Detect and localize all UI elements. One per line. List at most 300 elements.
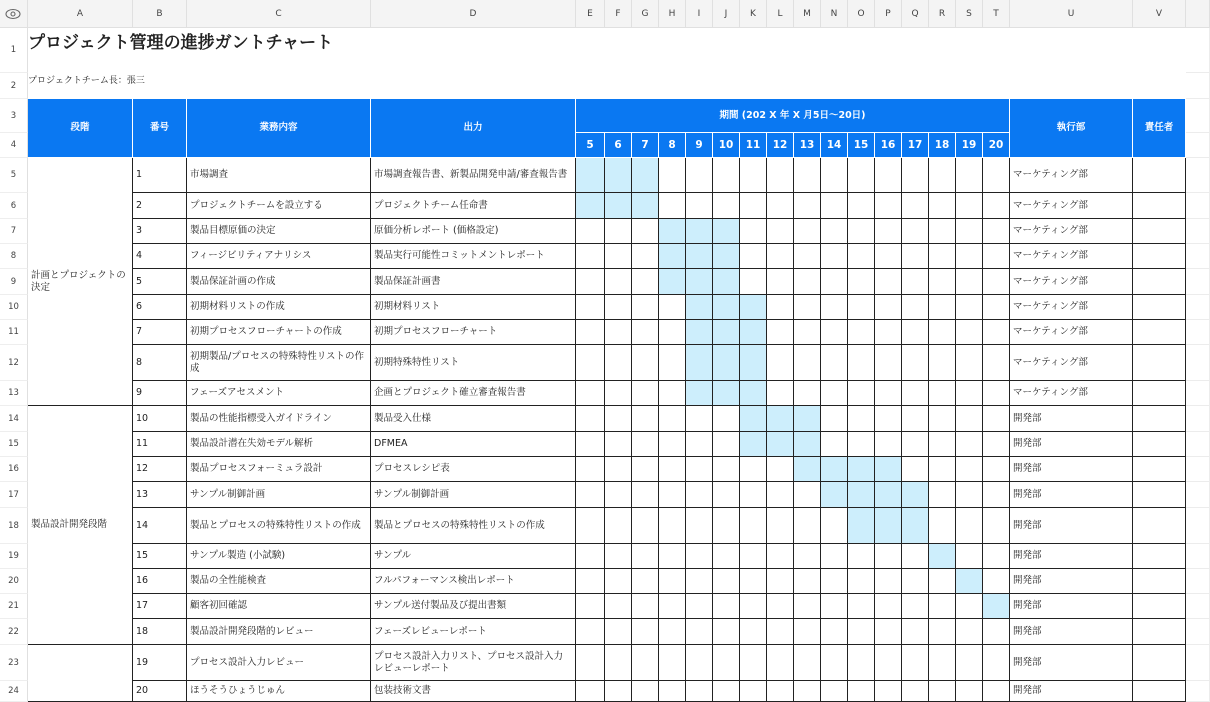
gantt-cell[interactable] — [875, 193, 902, 219]
row-header[interactable]: 1 — [0, 28, 28, 73]
gantt-cell[interactable] — [632, 219, 659, 244]
task-name-cell[interactable]: サンプル製造 (小試験) — [187, 544, 371, 569]
gantt-cell[interactable] — [929, 219, 956, 244]
gantt-cell[interactable] — [848, 569, 875, 594]
header-dept[interactable]: 執行部 — [1010, 99, 1133, 158]
gantt-cell[interactable] — [713, 594, 740, 619]
gantt-cell[interactable] — [902, 295, 929, 320]
gantt-bar-cell[interactable] — [740, 345, 767, 381]
gantt-cell[interactable] — [821, 681, 848, 702]
gantt-cell[interactable] — [875, 406, 902, 432]
gantt-cell[interactable] — [929, 345, 956, 381]
gantt-cell[interactable] — [956, 244, 983, 269]
gantt-cell[interactable] — [983, 381, 1010, 406]
gantt-cell[interactable] — [848, 193, 875, 219]
task-owner-cell[interactable] — [1133, 269, 1186, 295]
gantt-cell[interactable] — [686, 508, 713, 544]
gantt-cell[interactable] — [576, 681, 605, 702]
gantt-cell[interactable] — [956, 457, 983, 482]
gantt-bar-cell[interactable] — [713, 219, 740, 244]
gantt-cell[interactable] — [848, 594, 875, 619]
gantt-bar-cell[interactable] — [740, 432, 767, 457]
task-output-cell[interactable]: 初期プロセスフローチャート — [371, 320, 576, 345]
task-number-cell[interactable]: 6 — [133, 295, 187, 320]
gantt-cell[interactable] — [605, 508, 632, 544]
gantt-cell[interactable] — [956, 482, 983, 508]
gantt-cell[interactable] — [956, 345, 983, 381]
gantt-cell[interactable] — [659, 193, 686, 219]
gantt-cell[interactable] — [983, 681, 1010, 702]
gantt-bar-cell[interactable] — [848, 508, 875, 544]
gantt-cell[interactable] — [821, 569, 848, 594]
gantt-cell[interactable] — [794, 345, 821, 381]
row-header[interactable]: 3 — [0, 99, 28, 133]
gantt-cell[interactable] — [740, 645, 767, 681]
gantt-cell[interactable] — [659, 345, 686, 381]
gantt-bar-cell[interactable] — [956, 569, 983, 594]
gantt-cell[interactable] — [848, 158, 875, 193]
task-number-cell[interactable]: 19 — [133, 645, 187, 681]
gantt-cell[interactable] — [929, 645, 956, 681]
gantt-cell[interactable] — [576, 569, 605, 594]
gantt-cell[interactable] — [632, 508, 659, 544]
gantt-cell[interactable] — [659, 544, 686, 569]
gantt-cell[interactable] — [659, 508, 686, 544]
gantt-cell[interactable] — [632, 569, 659, 594]
empty-cell[interactable] — [1186, 269, 1210, 295]
gantt-cell[interactable] — [740, 544, 767, 569]
gantt-cell[interactable] — [929, 432, 956, 457]
gantt-cell[interactable] — [875, 295, 902, 320]
task-output-cell[interactable]: DFMEA — [371, 432, 576, 457]
gantt-cell[interactable] — [740, 219, 767, 244]
header-day[interactable]: 13 — [794, 133, 821, 158]
gantt-cell[interactable] — [848, 619, 875, 645]
row-header[interactable]: 16 — [0, 457, 28, 482]
row-header[interactable]: 10 — [0, 295, 28, 320]
gantt-cell[interactable] — [576, 544, 605, 569]
gantt-bar-cell[interactable] — [686, 320, 713, 345]
gantt-cell[interactable] — [821, 432, 848, 457]
gantt-cell[interactable] — [605, 619, 632, 645]
task-name-cell[interactable]: 初期材料リストの作成 — [187, 295, 371, 320]
gantt-cell[interactable] — [576, 406, 605, 432]
empty-cell[interactable] — [1186, 544, 1210, 569]
column-header[interactable]: A — [28, 0, 133, 28]
task-name-cell[interactable]: フィージビリティアナリシス — [187, 244, 371, 269]
gantt-cell[interactable] — [929, 569, 956, 594]
task-output-cell[interactable]: サンプル — [371, 544, 576, 569]
gantt-cell[interactable] — [576, 594, 605, 619]
empty-cell[interactable] — [1186, 432, 1210, 457]
header-day[interactable]: 16 — [875, 133, 902, 158]
gantt-cell[interactable] — [605, 269, 632, 295]
gantt-cell[interactable] — [659, 619, 686, 645]
row-header[interactable]: 15 — [0, 432, 28, 457]
gantt-cell[interactable] — [956, 158, 983, 193]
gantt-cell[interactable] — [848, 244, 875, 269]
column-header[interactable]: I — [686, 0, 713, 28]
gantt-cell[interactable] — [767, 482, 794, 508]
gantt-cell[interactable] — [794, 381, 821, 406]
header-day[interactable]: 18 — [929, 133, 956, 158]
gantt-cell[interactable] — [740, 619, 767, 645]
empty-cell[interactable] — [1186, 28, 1210, 73]
gantt-cell[interactable] — [821, 544, 848, 569]
gantt-cell[interactable] — [821, 645, 848, 681]
task-number-cell[interactable]: 4 — [133, 244, 187, 269]
task-number-cell[interactable]: 18 — [133, 619, 187, 645]
gantt-cell[interactable] — [794, 193, 821, 219]
gantt-cell[interactable] — [956, 295, 983, 320]
gantt-cell[interactable] — [713, 681, 740, 702]
gantt-bar-cell[interactable] — [713, 320, 740, 345]
task-output-cell[interactable]: 製品実行可能性コミットメントレポート — [371, 244, 576, 269]
gantt-cell[interactable] — [929, 244, 956, 269]
column-header[interactable]: J — [713, 0, 740, 28]
gantt-cell[interactable] — [576, 269, 605, 295]
task-owner-cell[interactable] — [1133, 158, 1186, 193]
empty-cell[interactable] — [1186, 645, 1210, 681]
gantt-bar-cell[interactable] — [686, 219, 713, 244]
gantt-cell[interactable] — [576, 645, 605, 681]
gantt-bar-cell[interactable] — [794, 432, 821, 457]
task-number-cell[interactable]: 12 — [133, 457, 187, 482]
gantt-cell[interactable] — [713, 158, 740, 193]
task-name-cell[interactable]: プロジェクトチームを設立する — [187, 193, 371, 219]
column-header[interactable]: P — [875, 0, 902, 28]
gantt-cell[interactable] — [983, 645, 1010, 681]
gantt-bar-cell[interactable] — [713, 244, 740, 269]
task-name-cell[interactable]: 市場調査 — [187, 158, 371, 193]
task-number-cell[interactable]: 15 — [133, 544, 187, 569]
task-number-cell[interactable]: 9 — [133, 381, 187, 406]
gantt-cell[interactable] — [956, 508, 983, 544]
task-output-cell[interactable]: プロセス設計入力リスト、プロセス設計入力レビューレポート — [371, 645, 576, 681]
gantt-cell[interactable] — [576, 432, 605, 457]
task-name-cell[interactable]: サンプル制御計画 — [187, 482, 371, 508]
gantt-bar-cell[interactable] — [686, 244, 713, 269]
gantt-cell[interactable] — [902, 193, 929, 219]
task-owner-cell[interactable] — [1133, 244, 1186, 269]
gantt-cell[interactable] — [956, 432, 983, 457]
empty-cell[interactable] — [1186, 406, 1210, 432]
row-header[interactable]: 9 — [0, 269, 28, 295]
task-output-cell[interactable]: サンプル送付製品及び提出書類 — [371, 594, 576, 619]
gantt-bar-cell[interactable] — [821, 482, 848, 508]
gantt-cell[interactable] — [713, 457, 740, 482]
task-name-cell[interactable]: 製品設計潜在失効モデル解析 — [187, 432, 371, 457]
gantt-bar-cell[interactable] — [902, 482, 929, 508]
gantt-cell[interactable] — [848, 406, 875, 432]
header-day[interactable]: 12 — [767, 133, 794, 158]
gantt-cell[interactable] — [686, 544, 713, 569]
gantt-cell[interactable] — [983, 482, 1010, 508]
gantt-cell[interactable] — [983, 193, 1010, 219]
gantt-bar-cell[interactable] — [875, 457, 902, 482]
gantt-cell[interactable] — [740, 457, 767, 482]
gantt-cell[interactable] — [632, 381, 659, 406]
row-header[interactable]: 20 — [0, 569, 28, 594]
gantt-bar-cell[interactable] — [686, 269, 713, 295]
gantt-cell[interactable] — [767, 619, 794, 645]
task-owner-cell[interactable] — [1133, 508, 1186, 544]
task-number-cell[interactable]: 5 — [133, 269, 187, 295]
task-owner-cell[interactable] — [1133, 381, 1186, 406]
task-output-cell[interactable]: 市場調査報告書、新製品開発申請/審査報告書 — [371, 158, 576, 193]
gantt-cell[interactable] — [902, 645, 929, 681]
task-name-cell[interactable]: 製品とプロセスの特殊特性リストの作成 — [187, 508, 371, 544]
task-output-cell[interactable]: フェーズレビューレポート — [371, 619, 576, 645]
gantt-bar-cell[interactable] — [632, 193, 659, 219]
gantt-cell[interactable] — [659, 681, 686, 702]
gantt-cell[interactable] — [929, 320, 956, 345]
column-header[interactable]: U — [1010, 0, 1133, 28]
task-dept-cell[interactable]: 開発部 — [1010, 457, 1133, 482]
gantt-cell[interactable] — [794, 544, 821, 569]
gantt-cell[interactable] — [821, 320, 848, 345]
gantt-bar-cell[interactable] — [767, 406, 794, 432]
gantt-cell[interactable] — [767, 269, 794, 295]
column-header[interactable]: D — [371, 0, 576, 28]
header-day[interactable]: 17 — [902, 133, 929, 158]
gantt-cell[interactable] — [821, 345, 848, 381]
header-owner[interactable]: 責任者 — [1133, 99, 1186, 158]
task-output-cell[interactable]: 包装技術文書 — [371, 681, 576, 702]
gantt-cell[interactable] — [632, 482, 659, 508]
gantt-cell[interactable] — [767, 544, 794, 569]
task-name-cell[interactable]: 初期プロセスフローチャートの作成 — [187, 320, 371, 345]
gantt-cell[interactable] — [686, 645, 713, 681]
gantt-cell[interactable] — [794, 320, 821, 345]
gantt-cell[interactable] — [576, 345, 605, 381]
column-header[interactable]: G — [632, 0, 659, 28]
empty-cell[interactable] — [1186, 158, 1210, 193]
gantt-cell[interactable] — [686, 482, 713, 508]
gantt-cell[interactable] — [767, 645, 794, 681]
gantt-cell[interactable] — [902, 432, 929, 457]
gantt-cell[interactable] — [632, 406, 659, 432]
gantt-cell[interactable] — [821, 269, 848, 295]
task-dept-cell[interactable]: 開発部 — [1010, 569, 1133, 594]
task-owner-cell[interactable] — [1133, 320, 1186, 345]
gantt-cell[interactable] — [632, 457, 659, 482]
task-owner-cell[interactable] — [1133, 295, 1186, 320]
empty-cell[interactable] — [1186, 73, 1210, 99]
gantt-cell[interactable] — [576, 295, 605, 320]
empty-cell[interactable] — [1186, 381, 1210, 406]
gantt-cell[interactable] — [659, 457, 686, 482]
gantt-cell[interactable] — [956, 193, 983, 219]
column-header[interactable]: B — [133, 0, 187, 28]
task-name-cell[interactable]: 製品目標原価の決定 — [187, 219, 371, 244]
gantt-bar-cell[interactable] — [576, 193, 605, 219]
task-number-cell[interactable]: 2 — [133, 193, 187, 219]
gantt-cell[interactable] — [576, 320, 605, 345]
header-day[interactable]: 6 — [605, 133, 632, 158]
task-owner-cell[interactable] — [1133, 432, 1186, 457]
row-header[interactable]: 8 — [0, 244, 28, 269]
column-header[interactable]: N — [821, 0, 848, 28]
gantt-cell[interactable] — [956, 406, 983, 432]
gantt-cell[interactable] — [902, 269, 929, 295]
gantt-cell[interactable] — [686, 619, 713, 645]
gantt-bar-cell[interactable] — [686, 381, 713, 406]
row-header[interactable]: 6 — [0, 193, 28, 219]
gantt-cell[interactable] — [605, 381, 632, 406]
gantt-cell[interactable] — [686, 569, 713, 594]
task-number-cell[interactable]: 20 — [133, 681, 187, 702]
gantt-cell[interactable] — [659, 594, 686, 619]
task-dept-cell[interactable]: マーケティング部 — [1010, 345, 1133, 381]
gantt-cell[interactable] — [576, 244, 605, 269]
gantt-cell[interactable] — [902, 244, 929, 269]
gantt-bar-cell[interactable] — [875, 508, 902, 544]
gantt-cell[interactable] — [902, 619, 929, 645]
gantt-cell[interactable] — [956, 219, 983, 244]
task-dept-cell[interactable]: 開発部 — [1010, 619, 1133, 645]
column-header[interactable]: V — [1133, 0, 1186, 28]
gantt-cell[interactable] — [605, 219, 632, 244]
gantt-cell[interactable] — [956, 645, 983, 681]
empty-cell[interactable] — [1186, 345, 1210, 381]
gantt-cell[interactable] — [605, 594, 632, 619]
gantt-cell[interactable] — [848, 269, 875, 295]
gantt-cell[interactable] — [821, 219, 848, 244]
gantt-bar-cell[interactable] — [713, 381, 740, 406]
gantt-cell[interactable] — [659, 406, 686, 432]
gantt-bar-cell[interactable] — [713, 345, 740, 381]
gantt-cell[interactable] — [794, 619, 821, 645]
gantt-cell[interactable] — [875, 381, 902, 406]
task-owner-cell[interactable] — [1133, 406, 1186, 432]
row-header[interactable]: 2 — [0, 73, 28, 99]
gantt-bar-cell[interactable] — [929, 544, 956, 569]
task-output-cell[interactable]: フルパフォーマンス検出レポート — [371, 569, 576, 594]
task-dept-cell[interactable]: マーケティング部 — [1010, 381, 1133, 406]
gantt-cell[interactable] — [686, 594, 713, 619]
gantt-cell[interactable] — [794, 219, 821, 244]
gantt-cell[interactable] — [632, 345, 659, 381]
gantt-cell[interactable] — [632, 432, 659, 457]
gantt-cell[interactable] — [576, 381, 605, 406]
row-header[interactable]: 5 — [0, 158, 28, 193]
empty-cell[interactable] — [1186, 295, 1210, 320]
empty-cell[interactable] — [1186, 681, 1210, 702]
task-dept-cell[interactable]: 開発部 — [1010, 406, 1133, 432]
task-number-cell[interactable]: 11 — [133, 432, 187, 457]
gantt-cell[interactable] — [794, 295, 821, 320]
gantt-cell[interactable] — [605, 645, 632, 681]
header-day[interactable]: 15 — [848, 133, 875, 158]
task-owner-cell[interactable] — [1133, 219, 1186, 244]
gantt-bar-cell[interactable] — [605, 193, 632, 219]
task-name-cell[interactable]: 顧客初回確認 — [187, 594, 371, 619]
gantt-cell[interactable] — [875, 544, 902, 569]
column-header[interactable]: E — [576, 0, 605, 28]
gantt-cell[interactable] — [929, 508, 956, 544]
gantt-cell[interactable] — [848, 432, 875, 457]
gantt-cell[interactable] — [605, 569, 632, 594]
gantt-cell[interactable] — [605, 406, 632, 432]
task-name-cell[interactable]: 製品プロセスフォーミュラ設計 — [187, 457, 371, 482]
gantt-cell[interactable] — [902, 569, 929, 594]
gantt-bar-cell[interactable] — [713, 295, 740, 320]
gantt-cell[interactable] — [929, 295, 956, 320]
gantt-cell[interactable] — [821, 381, 848, 406]
task-output-cell[interactable]: プロセスレシピ表 — [371, 457, 576, 482]
gantt-cell[interactable] — [875, 158, 902, 193]
gantt-cell[interactable] — [929, 457, 956, 482]
gantt-cell[interactable] — [875, 645, 902, 681]
gantt-cell[interactable] — [983, 508, 1010, 544]
gantt-cell[interactable] — [767, 320, 794, 345]
header-day[interactable]: 20 — [983, 133, 1010, 158]
gantt-bar-cell[interactable] — [740, 320, 767, 345]
gantt-cell[interactable] — [875, 432, 902, 457]
task-dept-cell[interactable]: 開発部 — [1010, 482, 1133, 508]
sheet-title[interactable]: プロジェクト管理の進捗ガントチャート — [28, 33, 334, 53]
task-output-cell[interactable]: サンプル制御計画 — [371, 482, 576, 508]
task-name-cell[interactable]: ほうそうひょうじゅん — [187, 681, 371, 702]
phase-cell[interactable]: 計画とプロジェクトの決定 — [28, 158, 133, 406]
gantt-cell[interactable] — [659, 482, 686, 508]
gantt-cell[interactable] — [767, 681, 794, 702]
gantt-cell[interactable] — [875, 681, 902, 702]
gantt-cell[interactable] — [659, 320, 686, 345]
gantt-cell[interactable] — [956, 269, 983, 295]
task-owner-cell[interactable] — [1133, 594, 1186, 619]
gantt-cell[interactable] — [794, 569, 821, 594]
gantt-cell[interactable] — [767, 569, 794, 594]
gantt-cell[interactable] — [902, 406, 929, 432]
gantt-cell[interactable] — [713, 645, 740, 681]
gantt-cell[interactable] — [902, 345, 929, 381]
gantt-cell[interactable] — [875, 269, 902, 295]
gantt-cell[interactable] — [767, 295, 794, 320]
gantt-cell[interactable] — [848, 544, 875, 569]
gantt-cell[interactable] — [848, 320, 875, 345]
gantt-cell[interactable] — [821, 619, 848, 645]
gantt-cell[interactable] — [956, 381, 983, 406]
gantt-cell[interactable] — [983, 544, 1010, 569]
gantt-cell[interactable] — [713, 508, 740, 544]
gantt-cell[interactable] — [576, 619, 605, 645]
task-owner-cell[interactable] — [1133, 457, 1186, 482]
gantt-cell[interactable] — [713, 619, 740, 645]
gantt-cell[interactable] — [794, 645, 821, 681]
gantt-cell[interactable] — [794, 482, 821, 508]
gantt-cell[interactable] — [659, 295, 686, 320]
empty-cell[interactable] — [1186, 457, 1210, 482]
gantt-cell[interactable] — [983, 295, 1010, 320]
gantt-cell[interactable] — [686, 158, 713, 193]
task-number-cell[interactable]: 10 — [133, 406, 187, 432]
header-phase[interactable]: 段階 — [28, 99, 133, 158]
gantt-cell[interactable] — [632, 269, 659, 295]
task-owner-cell[interactable] — [1133, 482, 1186, 508]
gantt-cell[interactable] — [767, 158, 794, 193]
gantt-cell[interactable] — [713, 406, 740, 432]
gantt-cell[interactable] — [902, 681, 929, 702]
row-header[interactable]: 4 — [0, 133, 28, 158]
empty-cell[interactable] — [1186, 244, 1210, 269]
gantt-cell[interactable] — [821, 508, 848, 544]
header-day[interactable]: 14 — [821, 133, 848, 158]
gantt-cell[interactable] — [983, 320, 1010, 345]
header-day[interactable]: 8 — [659, 133, 686, 158]
gantt-bar-cell[interactable] — [902, 508, 929, 544]
